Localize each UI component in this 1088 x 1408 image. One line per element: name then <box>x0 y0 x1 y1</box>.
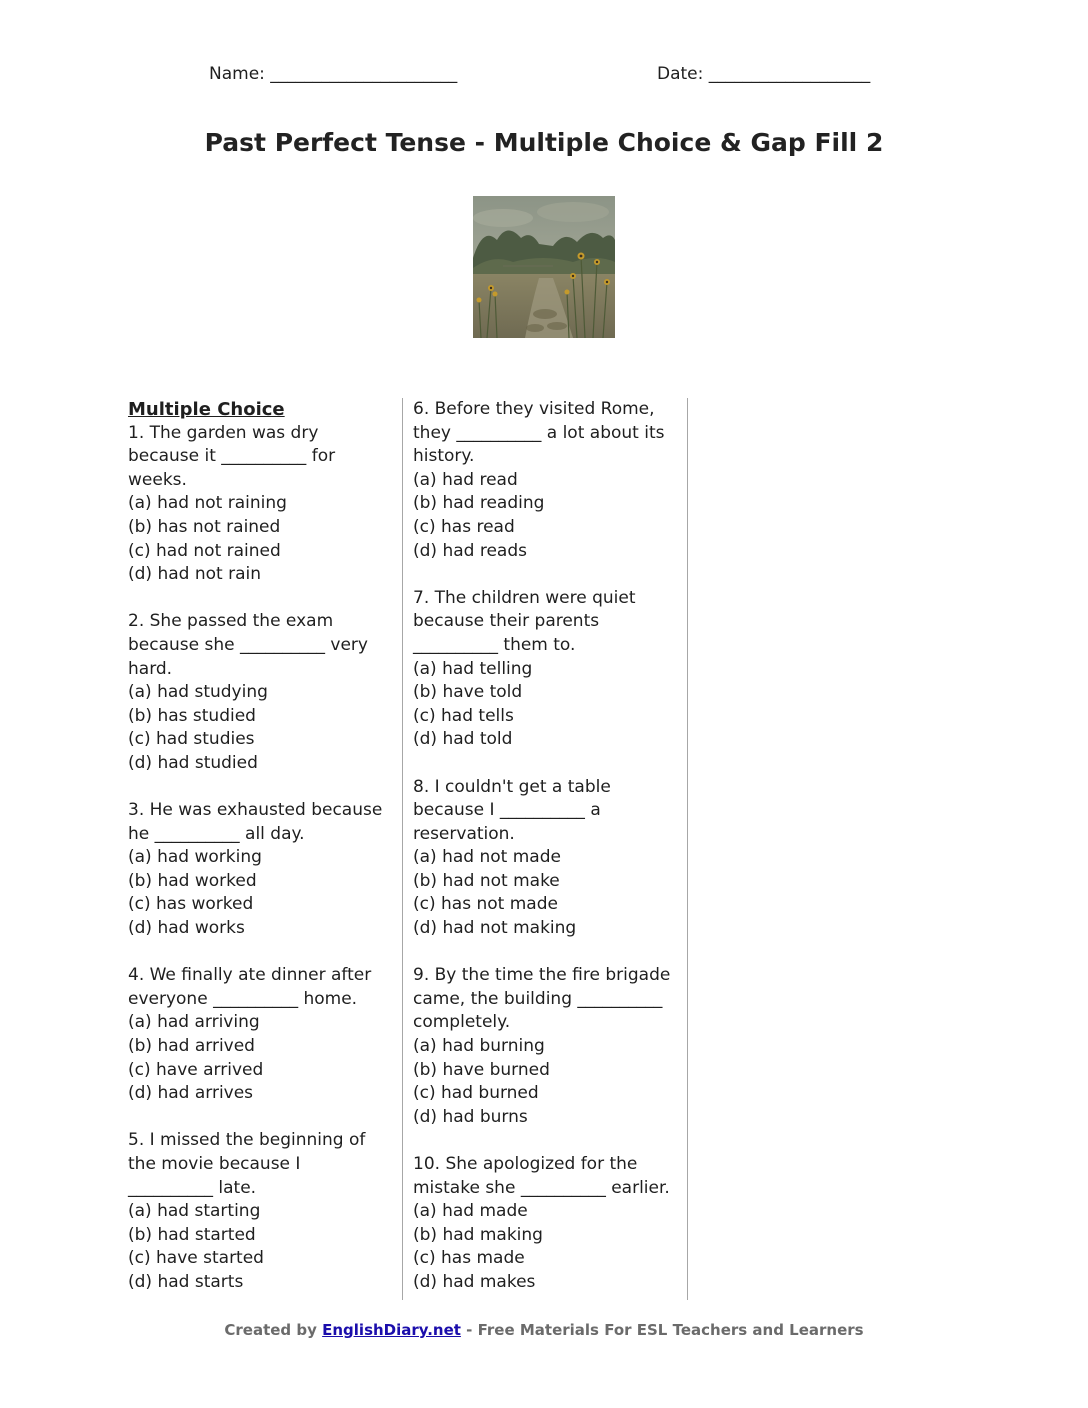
answer-option: (b) have burned <box>413 1059 550 1080</box>
answer-option: (a) had burning <box>413 1036 545 1057</box>
answer-option: (c) has not made <box>413 894 558 915</box>
question-7 <box>413 587 675 752</box>
answer-option: (a) had studying <box>128 682 268 703</box>
answer-option: (a) had working <box>128 847 262 868</box>
footer-prefix: Created by <box>224 1321 323 1339</box>
answer-option: (b) had arrived <box>128 1036 255 1057</box>
answer-option: (c) have arrived <box>128 1059 264 1080</box>
question-text: 10. She apologized for the mistake she __________ earlier. <box>413 1154 670 1198</box>
question-text: 1. The garden was dry because it __________ for weeks. <box>128 422 336 490</box>
footer-link[interactable]: EnglishDiary.net <box>322 1321 461 1339</box>
answer-option: (c) has made <box>413 1248 525 1269</box>
question-text: 2. She passed the exam because she __________ very hard. <box>128 611 368 679</box>
question-10 <box>413 1153 675 1295</box>
answer-option: (d) had told <box>413 729 513 750</box>
column-right <box>413 398 675 1318</box>
answer-option: (a) had read <box>413 469 518 490</box>
answer-option: (d) had studied <box>128 752 258 773</box>
column-divider <box>402 398 403 1300</box>
question-3 <box>128 799 390 941</box>
question-1 <box>128 422 390 587</box>
answer-option: (d) had not making <box>413 918 577 939</box>
question-text: 4. We finally ate dinner after everyone __________ home. <box>128 965 372 1009</box>
question-text: 9. By the time the fire brigade came, the building __________ completely. <box>413 965 671 1033</box>
answer-option: (c) had not rained <box>128 540 281 561</box>
question-9 <box>413 964 675 1129</box>
date-field: Date: ___________________ <box>657 64 871 84</box>
name-field: Name: ______________________ <box>209 64 458 84</box>
answer-option: (c) had burned <box>413 1083 539 1104</box>
answer-option: (c) has read <box>413 516 515 537</box>
answer-option: (b) had making <box>413 1224 543 1245</box>
answer-option: (b) has not rained <box>128 516 281 537</box>
answer-option: (c) had tells <box>413 705 514 726</box>
answer-option: (c) had studies <box>128 729 255 750</box>
answer-option: (a) had made <box>413 1201 528 1222</box>
column-divider <box>687 398 688 1300</box>
answer-option: (b) had worked <box>128 870 257 891</box>
answer-option: (c) has worked <box>128 894 254 915</box>
section-heading: Multiple Choice <box>128 399 285 420</box>
question-text: 6. Before they visited Rome, they __________ a lot about its history. <box>413 399 665 467</box>
question-text: 7. The children were quiet because their parents __________ them to. <box>413 587 636 655</box>
answer-option: (d) had works <box>128 918 245 939</box>
garden-illustration <box>473 196 615 338</box>
answer-option: (b) had not make <box>413 870 560 891</box>
answer-option: (b) had reading <box>413 493 545 514</box>
answer-option: (b) had started <box>128 1224 256 1245</box>
question-text: 3. He was exhausted because he __________ all day. <box>128 800 383 844</box>
question-6 <box>413 398 675 563</box>
answer-option: (a) had not raining <box>128 493 287 514</box>
question-text: 5. I missed the beginning of the movie because I __________ late. <box>128 1130 366 1198</box>
page-title: Past Perfect Tense - Multiple Choice & Gap Fill 2 <box>204 128 884 157</box>
answer-option: (a) had starting <box>128 1201 261 1222</box>
answer-option: (d) had arrives <box>128 1083 254 1104</box>
question-2 <box>128 610 390 775</box>
answer-option: (a) had telling <box>413 658 533 679</box>
answer-option: (b) have told <box>413 682 523 703</box>
footer <box>0 1321 1088 1339</box>
answer-option: (a) had arriving <box>128 1012 260 1033</box>
answer-option: (b) has studied <box>128 705 256 726</box>
answer-option: (d) had reads <box>413 540 527 561</box>
question-8 <box>413 776 675 941</box>
answer-option: (d) had makes <box>413 1271 536 1292</box>
answer-option: (a) had not made <box>413 847 561 868</box>
answer-option: (d) had starts <box>128 1271 244 1292</box>
answer-option: (c) have started <box>128 1248 264 1269</box>
answer-option: (d) had not rain <box>128 564 261 585</box>
question-4 <box>128 964 390 1106</box>
column-left <box>128 398 390 1318</box>
answer-option: (d) had burns <box>413 1106 528 1127</box>
footer-suffix: - Free Materials For ESL Teachers and Learners <box>460 1321 864 1339</box>
question-text: 8. I couldn't get a table because I __________ a reservation. <box>413 776 611 844</box>
question-5 <box>128 1129 390 1294</box>
